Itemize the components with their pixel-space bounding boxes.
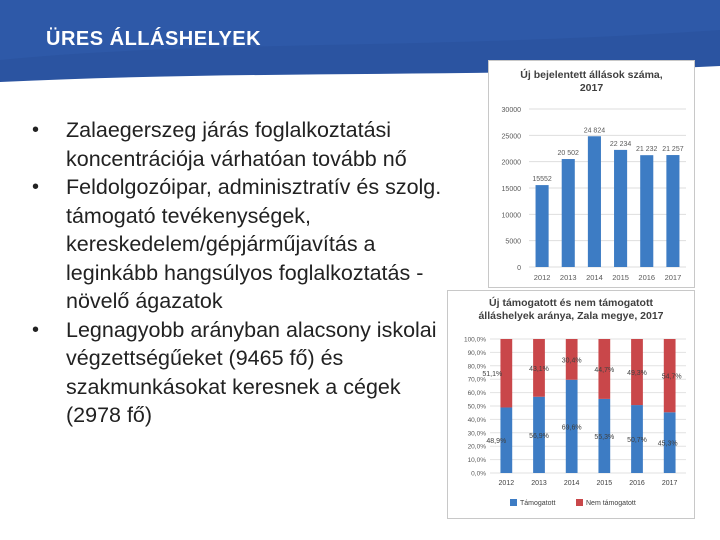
bar [614, 150, 627, 267]
data-label-not-supported: 51,1% [482, 371, 503, 379]
bar [640, 155, 653, 267]
y-tick-label: 90,0% [467, 349, 486, 357]
chart-title-line2: álláshelyek aránya, Zala megye, 2017 [478, 310, 664, 322]
y-tick-label: 100,0% [463, 336, 486, 344]
bullet-dot-icon: • [32, 176, 40, 198]
bullet-item [30, 316, 460, 430]
bullet-text: Feldolgozóipar, adminisztratív és szolg. támogató tevékenységek, kereskedelem/gépjárműjavítás a leginkább hangsúlyos foglalkoztatás -növelő ágazatok [66, 175, 442, 313]
data-label-supported: 48,9% [486, 438, 507, 446]
y-tick-label: 20000 [501, 159, 521, 167]
x-tick-label: 2017 [664, 273, 682, 282]
data-label-not-supported: 54,7% [661, 373, 682, 381]
data-label-not-supported: 43,1% [529, 365, 549, 373]
y-tick-label: 40,0% [467, 416, 486, 424]
bullet-item [30, 173, 460, 316]
chart-title-line2: 2017 [579, 82, 604, 94]
y-tick-label: 20,0% [467, 443, 486, 451]
x-tick-label: 2016 [638, 273, 656, 282]
x-tick-label: 2016 [629, 480, 645, 487]
chart-title-line1: Új bejelentett állások száma, [520, 69, 663, 81]
data-label: 21 232 [636, 146, 658, 154]
x-tick-label: 2017 [661, 480, 678, 487]
x-tick-label: 2013 [531, 480, 547, 487]
x-tick-label: 2015 [596, 480, 613, 487]
y-tick-label: 70,0% [467, 376, 486, 384]
job-postings-plot [489, 61, 696, 289]
data-label: 15552 [532, 176, 552, 184]
bullet-text: Legnagyobb arányban alacsony iskolai végzettségűeket (9465 fő) és szakmunkásokat keresnek a cégek (2978 fő) [66, 317, 437, 427]
bar [536, 185, 549, 267]
data-label-supported: 55,3% [594, 433, 615, 441]
job-postings-chart [488, 60, 695, 288]
y-tick-label: 50,0% [467, 403, 486, 411]
y-tick-label: 30000 [501, 107, 521, 114]
y-tick-label: 25000 [501, 133, 521, 141]
slide-title: ÜRES ÁLLÁSHELYEK [46, 28, 262, 50]
x-tick-label: 2012 [533, 273, 551, 282]
data-label-supported: 45,3% [657, 440, 678, 448]
y-tick-label: 15000 [501, 186, 521, 193]
bullet-list [30, 116, 460, 430]
data-label: 21 257 [662, 146, 684, 154]
data-label-not-supported: 44,7% [594, 366, 615, 374]
bullet-item [30, 116, 460, 173]
x-tick-label: 2014 [563, 480, 580, 487]
legend-label-not-supported: Nem támogatott [586, 500, 636, 507]
y-tick-label: 0,0% [471, 470, 486, 478]
legend-swatch-supported [510, 499, 517, 506]
bullet-text: Zalaegerszeg járás foglalkoztatási koncentrációja várhatóan tovább nő [66, 118, 407, 171]
legend-swatch-not-supported [576, 499, 583, 506]
x-tick-label: 2015 [612, 273, 629, 282]
y-tick-label: 80,0% [467, 363, 486, 371]
data-label-supported: 69,6% [561, 424, 582, 432]
y-tick-label: 10,0% [467, 457, 486, 465]
y-tick-label: 5000 [505, 238, 521, 246]
bar [588, 136, 601, 267]
data-label-supported: 50,7% [627, 437, 647, 445]
data-label-not-supported: 30,4% [561, 357, 582, 365]
chart-title-line1: Új támogatott és nem támogatott [489, 297, 653, 309]
bullet-dot-icon: • [32, 119, 40, 141]
y-tick-label: 10000 [501, 212, 521, 220]
y-tick-label: 60,0% [467, 390, 486, 398]
data-label: 24 824 [583, 127, 606, 135]
data-label-not-supported: 49,3% [627, 370, 647, 378]
legend-label-supported: Támogatott [520, 500, 556, 507]
bar [562, 159, 575, 267]
bar [666, 155, 679, 267]
data-label: 20 502 [557, 150, 579, 158]
x-tick-label: 2013 [559, 273, 577, 282]
x-tick-label: 2014 [586, 273, 603, 282]
y-tick-label: 0 [517, 265, 521, 272]
supported-ratio-chart [447, 290, 695, 519]
x-tick-label: 2012 [498, 480, 515, 487]
y-tick-label: 30,0% [467, 430, 486, 438]
bullet-dot-icon: • [32, 318, 40, 341]
data-label-supported: 56,9% [529, 432, 549, 440]
data-label: 22 234 [609, 140, 632, 148]
supported-ratio-plot [448, 291, 696, 520]
